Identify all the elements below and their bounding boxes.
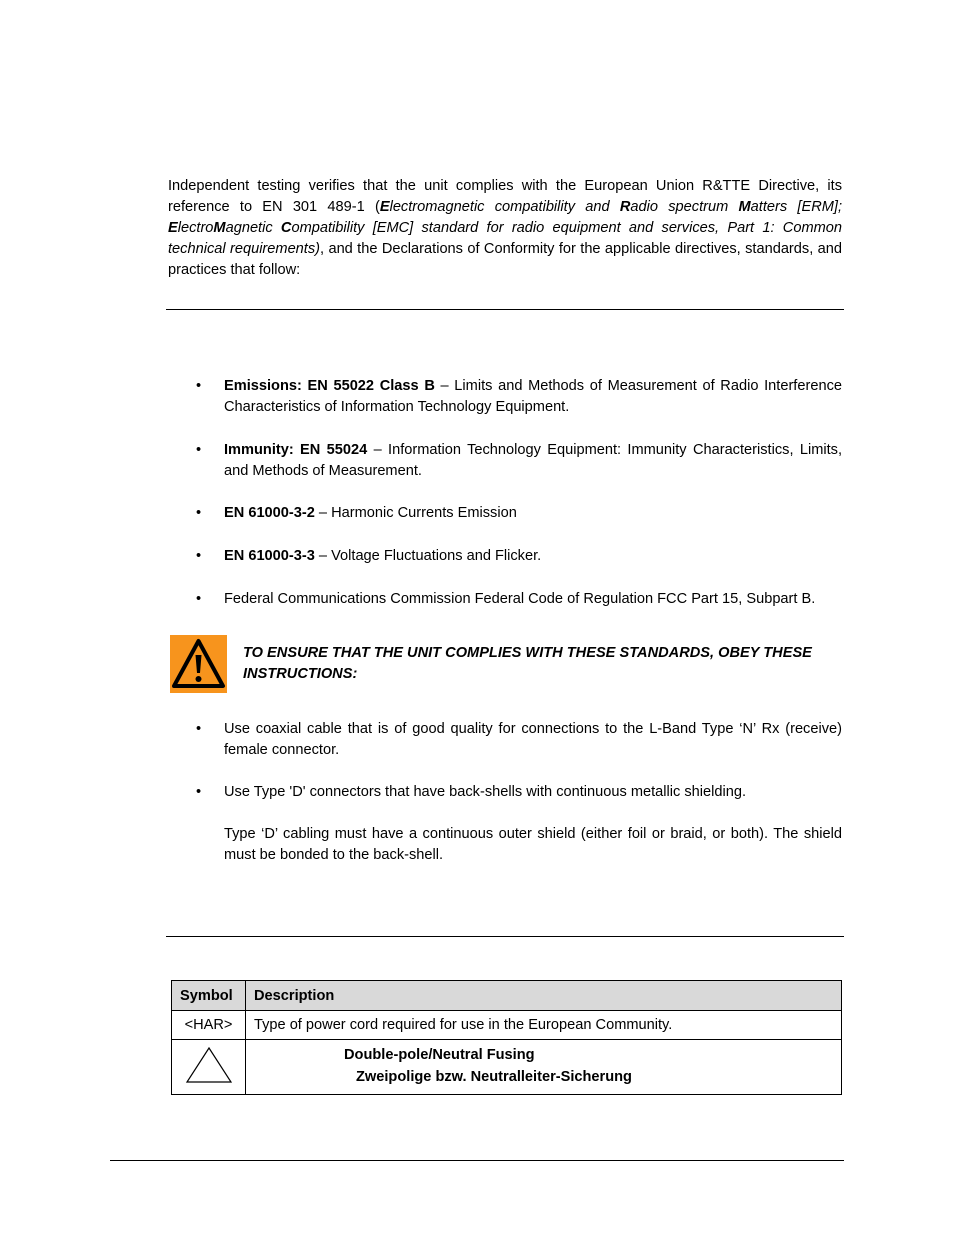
bullet: • (196, 442, 202, 458)
symbol-cell (172, 1040, 246, 1095)
symbol-table (171, 980, 842, 1095)
table-row (172, 1040, 842, 1095)
bullet: • (196, 548, 202, 564)
warning-triangle-icon (170, 635, 227, 693)
fusing-label-de: Zweipolige bzw. Neutralleiter-Sicherung (356, 1069, 632, 1085)
warning-text: TO ENSURE THAT THE UNIT COMPLIES WITH THESE STANDARDS, OBEY THESE INSTRUCTIONS: (243, 645, 812, 682)
bullet: • (196, 591, 202, 607)
bullet: • (196, 505, 202, 521)
caution-triangle-icon (184, 1073, 234, 1089)
intro-paragraph: Independent testing verifies that the unit complies with the European Union R&TTE Directive, its reference to EN 301 489-1 (Electromagnetic compatibility and Radio spectrum Matters [ERM]; ElectroMagnetic Compatibility [EMC] standard for radio equipment and services, Part 1: Common technical requirements), and the Declarations of Conformity for the applicable directives, standards, and practices that follow: (168, 178, 843, 278)
footer-divider (110, 1160, 844, 1161)
bullet: • (196, 784, 202, 800)
table-header-row (172, 981, 842, 1011)
description-cell: Type of power cord required for use in the European Community. (246, 1011, 842, 1040)
column-header-description: Description (246, 981, 842, 1011)
instruction-note: Type ‘D’ cabling must have a continuous outer shield (either foil or braid, or both). The shield must be bonded to the back-shell. (224, 826, 842, 863)
description-cell (246, 1040, 842, 1095)
bullet: • (196, 721, 202, 737)
section-divider (166, 936, 844, 937)
column-header-symbol: Symbol (172, 981, 246, 1011)
standard-item-immunity: • Immunity: EN 55024 – Information Technology Equipment: Immunity Characteristics, Limits, and Methods of Measurement. (196, 442, 842, 479)
bullet: • (196, 378, 202, 394)
standard-item-fcc: • Federal Communications Commission Federal Code of Regulation FCC Part 15, Subpart B. (196, 589, 842, 610)
standard-item-en61000-3-3: • EN 61000-3-3 – Voltage Fluctuations and Flicker. (196, 546, 842, 567)
standard-item-en61000-3-2: • EN 61000-3-2 – Harmonic Currents Emission (196, 503, 842, 524)
section-divider (166, 309, 844, 310)
instruction-coaxial-cable: • Use coaxial cable that is of good quality for connections to the L-Band Type ‘N’ Rx (receive) female connector. (196, 721, 842, 758)
instruction-type-d-connectors: • Use Type 'D' connectors that have back-shells with continuous metallic shielding. (196, 782, 842, 803)
fusing-label-en: Double-pole/Neutral Fusing (344, 1047, 535, 1063)
symbol-cell: <HAR> (172, 1011, 246, 1040)
standard-item-emissions: • Emissions: EN 55022 Class B – Limits and Methods of Measurement of Radio Interference Characteristics of Information Technology Equipment. (196, 378, 842, 415)
table-row (172, 1011, 842, 1040)
